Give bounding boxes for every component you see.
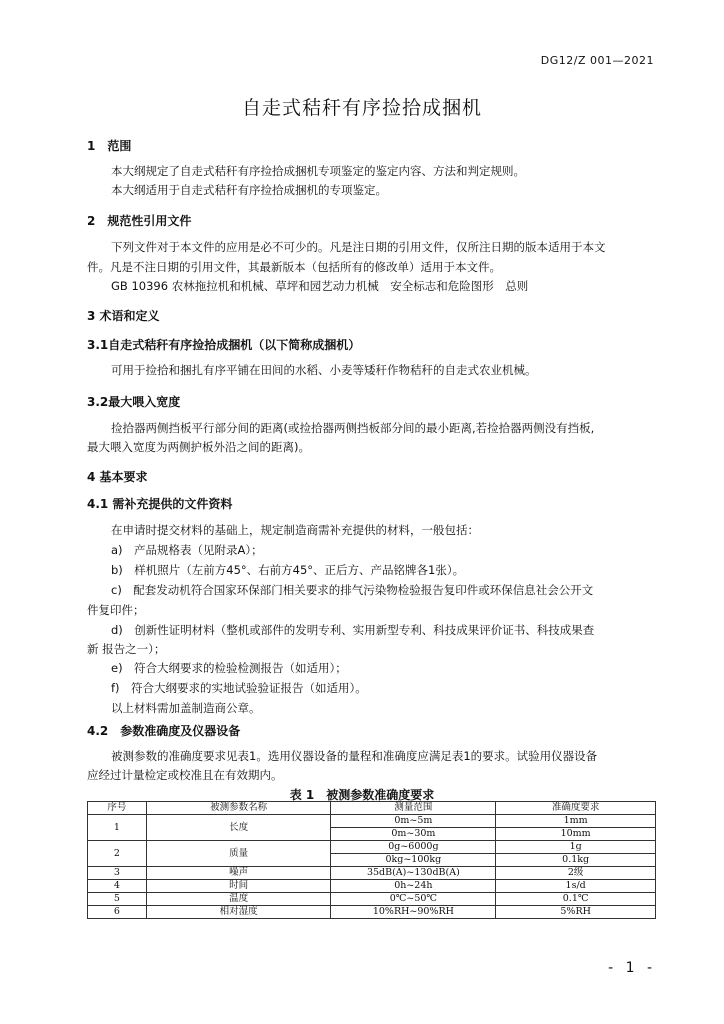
parameter-name: 相对湿度 (146, 906, 331, 919)
measurement-range: 10%RH~90%RH (331, 906, 496, 919)
table-header-row (88, 802, 656, 815)
measurement-range: 0h~24h (331, 880, 496, 893)
section-4-2-para-a: 被测参数的准确度要求见表1。选用仪器设备的量程和准确度应满足表1的要求。试验用仪器设备 (111, 749, 598, 763)
table-row (88, 867, 656, 880)
measurement-range: 0℃~50℃ (331, 893, 496, 906)
section-4-1-item-c-line-1: c) 配套发动机符合国家环保部门相关要求的排气污染物检验报告复印件或环保信息社会公开文 (111, 583, 594, 597)
measurement-range: 0m~30m (331, 828, 496, 841)
parameter-accuracy-table (87, 801, 656, 919)
row-number: 3 (88, 867, 147, 880)
section-4-1-item-c-line-2: 件复印件； (87, 603, 145, 617)
document-title: 自走式秸秆有序捡拾成捆机 (241, 97, 482, 119)
parameter-name: 质量 (146, 841, 331, 867)
row-number: 5 (88, 893, 147, 906)
section-4-1-item-e: e) 符合大纲要求的检验检测报告（如适用）； (111, 661, 347, 675)
section-3-2-para-a: 捡拾器两侧挡板平行部分间的距离(或捡拾器两侧挡板部分间的最小距离,若捡拾器两侧没有挡板, (111, 421, 595, 435)
section-4-1-closing: 以上材料需加盖制造商公章。 (111, 701, 261, 715)
accuracy-requirement: 10mm (496, 828, 656, 841)
section-1-heading: 1 范围 (87, 139, 132, 153)
section-4-1-intro: 在申请时提交材料的基础上，规定制造商需补充提供的材料，一般包括： (111, 523, 479, 537)
row-number: 1 (88, 815, 147, 841)
measurement-range: 0m~5m (331, 815, 496, 828)
accuracy-requirement: 1g (496, 841, 656, 854)
section-2-heading: 2 规范性引用文件 (87, 214, 192, 228)
section-4-1-heading: 4.1 需补充提供的文件资料 (87, 497, 233, 511)
table-row (88, 815, 656, 828)
parameter-name: 时间 (146, 880, 331, 893)
section-4-2-para-b: 应经过计量检定或校准且在有效期内。 (87, 768, 283, 782)
section-2-para-1a: 下列文件对于本文件的应用是必不可少的。凡是注日期的引用文件，仅所注日期的版本适用于本文 (111, 240, 606, 254)
parameter-name: 温度 (146, 893, 331, 906)
parameter-name: 噪声 (146, 867, 331, 880)
header-cell: 序号 (88, 802, 147, 815)
section-3-heading: 3 术语和定义 (87, 309, 160, 323)
accuracy-requirement: 0.1℃ (496, 893, 656, 906)
table-row (88, 906, 656, 919)
accuracy-requirement: 0.1kg (496, 854, 656, 867)
header-cell: 准确度要求 (496, 802, 656, 815)
measurement-range: 35dB(A)~130dB(A) (331, 867, 496, 880)
page-number: - 1 - (608, 960, 656, 976)
section-4-heading: 4 基本要求 (87, 470, 148, 484)
section-4-2-heading: 4.2 参数准确度及仪器设备 (87, 724, 241, 738)
section-3-1-para: 可用于捡拾和捆扎有序平铺在田间的水稻、小麦等矮秆作物秸秆的自走式农业机械。 (111, 363, 537, 377)
section-2-para-1b: 件。凡是不注日期的引用文件，其最新版本（包括所有的修改单）适用于本文件。 (87, 260, 501, 274)
section-4-1-item-b: b) 样机照片（左前方45°、右前方45°、正后方、产品铭牌各1张）。 (111, 563, 465, 577)
section-3-2-heading: 3.2最大喂入宽度 (87, 395, 181, 409)
section-4-1-item-a: a) 产品规格表（见附录A）； (111, 543, 263, 557)
header-cell: 被测参数名称 (146, 802, 331, 815)
measurement-range: 0kg~100kg (331, 854, 496, 867)
section-1-para-1: 本大纲规定了自走式秸秆有序捡拾成捆机专项鉴定的鉴定内容、方法和判定规则。 (111, 164, 525, 178)
section-3-1-heading: 3.1自走式秸秆有序捡拾成捆机（以下简称成捆机） (87, 338, 361, 352)
section-4-1-item-f: f) 符合大纲要求的实地试验验证报告（如适用）。 (111, 681, 367, 695)
table-row (88, 893, 656, 906)
row-number: 4 (88, 880, 147, 893)
header-cell: 测量范围 (331, 802, 496, 815)
measurement-range: 0g~6000g (331, 841, 496, 854)
accuracy-requirement: 5%RH (496, 906, 656, 919)
section-4-1-item-d-line-2: 新 报告之一）； (87, 642, 166, 656)
accuracy-requirement: 1s/d (496, 880, 656, 893)
parameter-name: 长度 (146, 815, 331, 841)
standard-code: DG12/Z 001—2021 (540, 54, 654, 67)
row-number: 2 (88, 841, 147, 867)
section-1-para-2: 本大纲适用于自走式秸秆有序捡拾成捆机的专项鉴定。 (111, 183, 387, 197)
accuracy-requirement: 2级 (496, 867, 656, 880)
section-3-2-para-b: 最大喂入宽度为两侧护板外沿之间的距离)。 (87, 440, 310, 454)
table-caption: 表 1 被测参数准确度要求 (289, 788, 435, 802)
section-4-1-item-d-line-1: d) 创新性证明材料（整机或部件的发明专利、实用新型专利、科技成果评价证书、科技成果查 (111, 623, 595, 637)
section-2-reference: GB 10396 农林拖拉机和机械、草坪和园艺动力机械 安全标志和危险图形 总则 (111, 279, 529, 293)
accuracy-requirement: 1mm (496, 815, 656, 828)
table-row (88, 880, 656, 893)
row-number: 6 (88, 906, 147, 919)
table-row (88, 841, 656, 854)
